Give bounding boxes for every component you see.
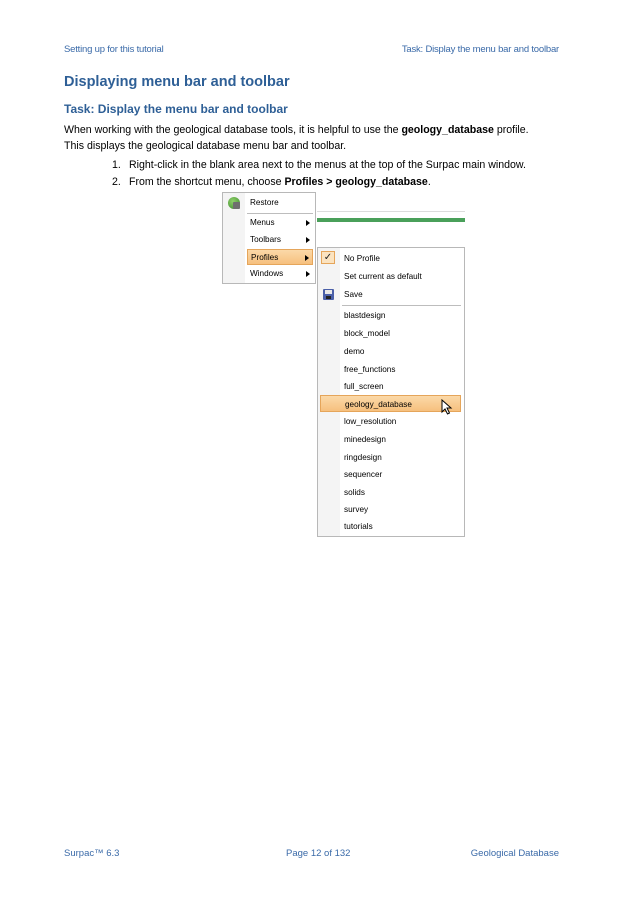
submenu-arrow-icon xyxy=(306,220,310,226)
shortcut-menu xyxy=(222,192,316,284)
submenu-arrow-icon xyxy=(306,271,310,277)
header-left: Setting up for this tutorial xyxy=(64,44,164,55)
footer-page-number: Page 12 of 132 xyxy=(286,848,351,859)
profile-item[interactable]: demo xyxy=(344,347,365,356)
menubar-strip xyxy=(317,218,465,222)
profile-no-profile[interactable]: No Profile xyxy=(344,254,380,263)
profile-item[interactable]: solids xyxy=(344,488,365,497)
submenu-arrow-icon xyxy=(305,255,309,261)
submenu-arrow-icon xyxy=(306,237,310,243)
profile-name: geology_database xyxy=(401,124,494,136)
profile-item[interactable]: block_model xyxy=(344,329,390,338)
profile-item-selected[interactable]: geology_database xyxy=(320,395,461,412)
profile-set-default[interactable]: Set current as default xyxy=(344,272,422,281)
toolbar-line xyxy=(317,211,465,212)
profile-item[interactable]: tutorials xyxy=(344,522,373,531)
menu-item-toolbars[interactable]: Toolbars xyxy=(247,232,313,248)
step-2: 2. From the shortcut menu, choose Profiles > geology_database. xyxy=(112,176,431,188)
intro-paragraph: When working with the geological database tools, it is helpful to use the geology_database profile. This displays the geological database menu bar and toolbar. xyxy=(64,124,529,152)
profile-item[interactable]: blastdesign xyxy=(344,311,386,320)
section-title: Task: Display the menu bar and toolbar xyxy=(64,102,288,116)
profile-item[interactable]: low_resolution xyxy=(344,417,397,426)
menu-item-profiles[interactable]: Profiles xyxy=(247,249,313,265)
profile-save[interactable]: Save xyxy=(344,290,363,299)
menu-item-restore[interactable]: Restore xyxy=(250,198,279,207)
header-right: Task: Display the menu bar and toolbar xyxy=(401,44,559,55)
profile-item[interactable]: survey xyxy=(344,505,369,514)
profile-item[interactable]: free_functions xyxy=(344,365,396,374)
menu-item-menus[interactable]: Menus xyxy=(247,215,313,231)
menu-screenshot xyxy=(222,192,468,540)
profile-item[interactable]: ringdesign xyxy=(344,453,382,462)
profile-item[interactable]: full_screen xyxy=(344,382,384,391)
menu-item-windows[interactable]: Windows xyxy=(247,266,313,282)
save-icon xyxy=(323,289,334,300)
steps-list xyxy=(112,157,526,191)
step-1: 1. Right-click in the blank area next to the menus at the top of the Surpac main window. xyxy=(112,159,526,171)
restore-icon xyxy=(228,197,240,209)
profile-item[interactable]: sequencer xyxy=(344,470,383,479)
page-title: Displaying menu bar and toolbar xyxy=(64,74,290,90)
footer-product: Surpac™ 6.3 xyxy=(64,848,120,859)
footer-module: Geological Database xyxy=(470,848,559,859)
check-icon: ✓ xyxy=(321,251,335,264)
profiles-submenu xyxy=(317,247,465,537)
profile-item[interactable]: minedesign xyxy=(344,435,386,444)
